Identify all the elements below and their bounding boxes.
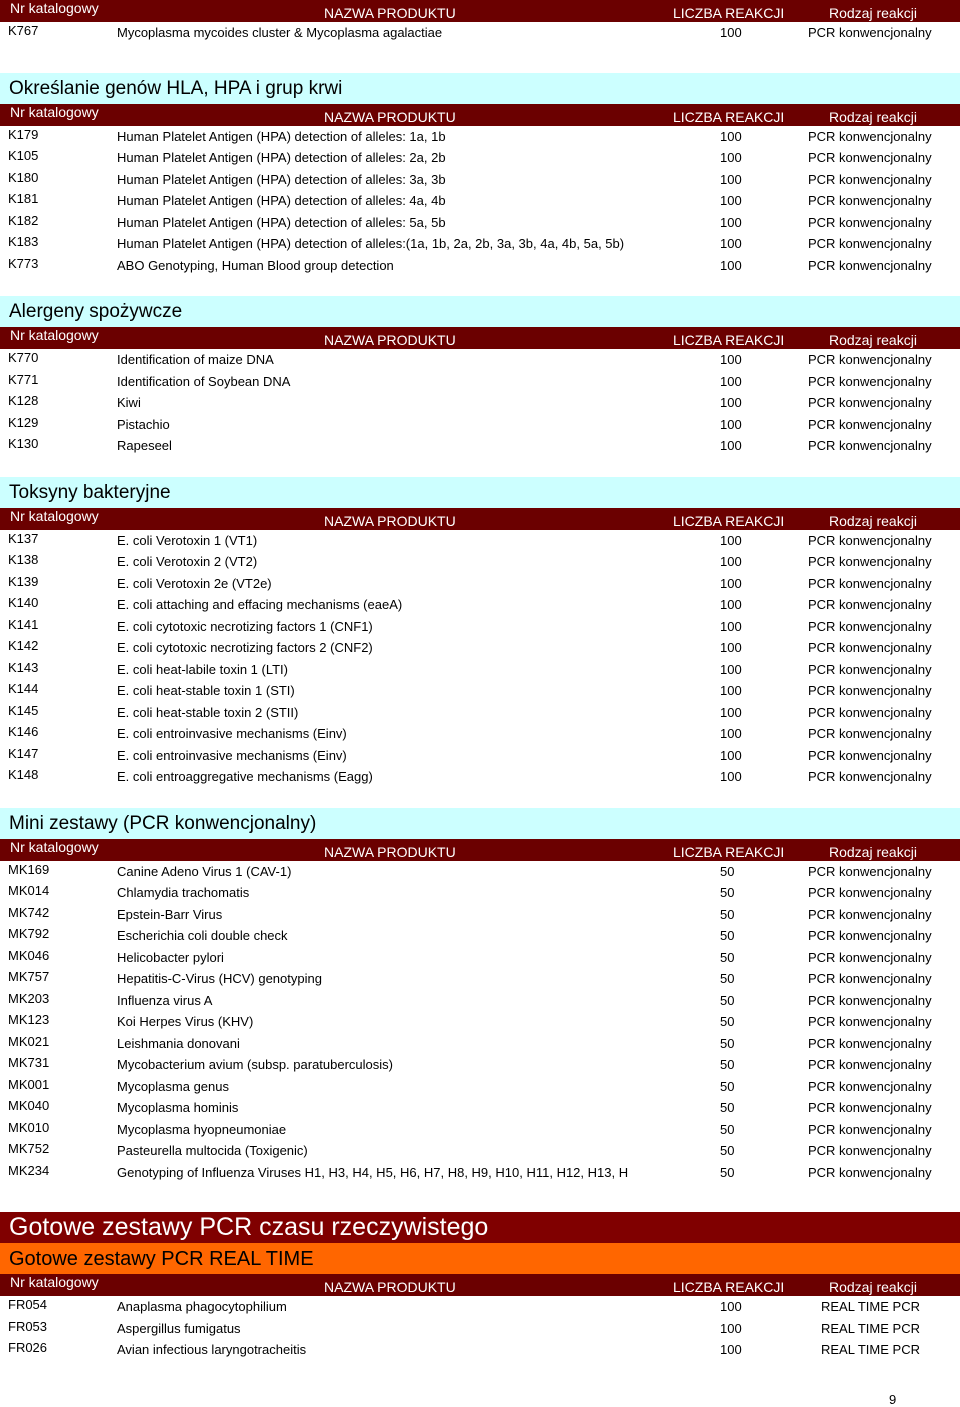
- cell-count: 50: [720, 863, 735, 879]
- spacer: [0, 457, 960, 477]
- cell-type: PCR konwencjonalny: [808, 373, 932, 389]
- cell-name: E. coli Verotoxin 1 (VT1): [117, 532, 258, 548]
- cell-type: PCR konwencjonalny: [808, 1078, 932, 1094]
- section-title-text: Alergeny spożywcze: [9, 301, 183, 322]
- cell-count: 50: [720, 885, 735, 900]
- header-type: Rodzaj reakcji: [829, 332, 917, 348]
- cell-code: K767: [8, 23, 39, 38]
- cell-type: PCR konwencjonalny: [808, 704, 932, 720]
- cell-name: Mycobacterium avium (subsp. paratuberculosis): [117, 1057, 393, 1072]
- cell-count: 50: [720, 1164, 735, 1180]
- cell-name: Kiwi: [117, 395, 141, 410]
- cell-count: 100: [720, 373, 742, 389]
- table-row: [0, 1318, 960, 1340]
- header-type: Rodzaj reakcji: [829, 1279, 917, 1295]
- cell-name: Leishmania donovani: [117, 1035, 240, 1051]
- cell-type: PCR konwencjonalny: [808, 257, 932, 273]
- table-row: [0, 745, 960, 767]
- cell-code: K142: [8, 638, 39, 653]
- realtime-title: [0, 1212, 960, 1243]
- cell-count: 50: [720, 992, 735, 1008]
- table-header: [0, 104, 960, 126]
- cell-code: K145: [8, 702, 39, 718]
- cell-name: Hepatitis-C-Virus (HCV) genotyping: [117, 971, 322, 986]
- cell-type: PCR konwencjonalny: [808, 1100, 932, 1115]
- cell-code: K773: [8, 255, 39, 271]
- header-code: Nr katalogowy: [10, 838, 99, 855]
- cell-count: 100: [720, 416, 742, 432]
- food-rows: [0, 349, 960, 457]
- cell-name: Human Platelet Antigen (HPA) detection of alleles: 3a, 3b: [117, 171, 446, 187]
- spacer: [0, 788, 960, 808]
- table-row: [0, 904, 960, 926]
- header-type: Rodzaj reakcji: [829, 5, 917, 21]
- cell-count: 50: [720, 1143, 735, 1158]
- header-count: LICZBA REAKCJI: [673, 5, 785, 21]
- cell-count: 100: [720, 214, 742, 230]
- cell-count: 100: [720, 193, 742, 208]
- mini-section: [0, 808, 960, 1184]
- cell-count: 50: [720, 1035, 735, 1051]
- header-name: NAZWA PRODUKTU: [324, 5, 456, 21]
- cell-name: Rapeseel: [117, 438, 172, 453]
- realtime-rows: [0, 1296, 960, 1361]
- table-row: [0, 349, 960, 371]
- realtime-subtitle: [0, 1243, 960, 1274]
- cell-type: PCR konwencjonalny: [808, 416, 932, 432]
- cell-name: Mycoplasma hyopneumoniae: [117, 1121, 287, 1137]
- table-row: [0, 990, 960, 1012]
- hla-rows: [0, 126, 960, 277]
- realtime-section: [0, 1212, 960, 1361]
- table-row: [0, 1339, 960, 1361]
- cell-code: K128: [8, 393, 39, 408]
- cell-name: E. coli entroinvasive mechanisms (Einv): [117, 747, 347, 763]
- cell-name: Aspergillus fumigatus: [117, 1320, 241, 1336]
- table-row: [0, 414, 960, 436]
- cell-name: E. coli entroinvasive mechanisms (Einv): [117, 726, 347, 741]
- cell-code: K139: [8, 573, 39, 589]
- cell-type: REAL TIME PCR: [821, 1342, 920, 1357]
- table-row: [0, 947, 960, 969]
- table-row: [0, 1119, 960, 1141]
- cell-type: PCR konwencjonalny: [808, 597, 932, 612]
- header-count: LICZBA REAKCJI: [673, 332, 785, 348]
- cell-code: MK234: [8, 1162, 50, 1178]
- cell-type: PCR konwencjonalny: [808, 726, 932, 741]
- table-row: [0, 766, 960, 788]
- cell-name: E. coli Verotoxin 2 (VT2): [117, 554, 258, 569]
- cell-type: PCR konwencjonalny: [808, 640, 932, 655]
- cell-type: PCR konwencjonalny: [808, 1035, 932, 1051]
- table-row: [0, 882, 960, 904]
- table-row: [0, 1162, 960, 1184]
- cell-type: PCR konwencjonalny: [808, 554, 932, 569]
- cell-count: 100: [720, 640, 742, 655]
- cell-code: FR053: [8, 1318, 48, 1334]
- cell-count: 100: [720, 1299, 742, 1314]
- cell-name: Mycoplasma hominis: [117, 1100, 239, 1115]
- table-row: [0, 594, 960, 616]
- cell-count: 100: [720, 597, 742, 612]
- section-title-text: Określanie genów HLA, HPA i grup krwi: [9, 77, 343, 99]
- cell-type: PCR konwencjonalny: [808, 661, 932, 677]
- cell-type: PCR konwencjonalny: [808, 128, 932, 144]
- table-row: [0, 968, 960, 990]
- cell-name: E. coli cytotoxic necrotizing factors 2 (CNF2): [117, 640, 373, 655]
- header-type: Rodzaj reakcji: [829, 512, 917, 529]
- cell-name: E. coli entroaggregative mechanisms (Eagg): [117, 769, 373, 784]
- table-row: [0, 659, 960, 681]
- hla-section: [0, 73, 960, 277]
- cell-name: Pasteurella multocida (Toxigenic): [117, 1143, 308, 1158]
- cell-name: E. coli heat-stable toxin 2 (STII): [117, 704, 299, 720]
- cell-code: MK001: [8, 1076, 50, 1092]
- spacer: [0, 44, 960, 73]
- cell-code: K181: [8, 191, 39, 206]
- cell-count: 100: [720, 352, 742, 367]
- section-title-hla: [0, 73, 960, 104]
- cell-name: Human Platelet Antigen (HPA) detection of alleles:(1a, 1b, 2a, 2b, 3a, 3b, 4a, 4b, 5a, 5b): [117, 236, 625, 251]
- cell-code: K137: [8, 530, 39, 546]
- top-rows: [0, 22, 960, 44]
- header-count: LICZBA REAKCJI: [673, 843, 785, 860]
- table-row: [0, 1054, 960, 1076]
- header-code: Nr katalogowy: [10, 1274, 99, 1290]
- cell-name: E. coli attaching and effacing mechanisms (eaeA): [117, 597, 403, 612]
- cell-name: Human Platelet Antigen (HPA) detection of alleles: 4a, 4b: [117, 193, 446, 208]
- cell-count: 100: [720, 257, 742, 273]
- table-row: [0, 723, 960, 745]
- cell-name: Influenza virus A: [117, 992, 213, 1008]
- cell-type: REAL TIME PCR: [821, 1299, 920, 1314]
- section-title-text: Toksyny bakteryjne: [9, 481, 171, 503]
- cell-count: 50: [720, 949, 735, 965]
- table-row: [0, 1097, 960, 1119]
- table-row: [0, 22, 960, 44]
- cell-type: PCR konwencjonalny: [808, 747, 932, 763]
- table-row: [0, 147, 960, 169]
- cell-name: Human Platelet Antigen (HPA) detection of alleles: 1a, 1b: [117, 128, 446, 144]
- cell-type: PCR konwencjonalny: [808, 214, 932, 230]
- cell-name: Genotyping of Influenza Viruses H1, H3, H4, H5, H6, H7, H8, H9, H10, H11, H12, H13, H: [117, 1164, 629, 1180]
- cell-name: Human Platelet Antigen (HPA) detection of alleles: 5a, 5b: [117, 214, 446, 230]
- cell-code: MK014: [8, 883, 50, 898]
- cell-count: 100: [720, 1320, 742, 1336]
- realtime-subtitle-text: Gotowe zestawy PCR REAL TIME: [9, 1248, 314, 1270]
- cell-type: PCR konwencjonalny: [808, 150, 932, 165]
- cell-type: PCR konwencjonalny: [808, 863, 932, 879]
- cell-code: K105: [8, 148, 39, 163]
- cell-code: K146: [8, 724, 39, 739]
- cell-code: MK169: [8, 861, 50, 877]
- table-row: [0, 1296, 960, 1318]
- header-name: NAZWA PRODUKTU: [324, 332, 456, 348]
- cell-code: K143: [8, 659, 39, 675]
- cell-code: MK742: [8, 904, 50, 920]
- header-code: Nr katalogowy: [10, 103, 99, 120]
- cell-code: K141: [8, 616, 39, 632]
- cell-count: 100: [720, 128, 742, 144]
- cell-code: MK757: [8, 969, 50, 984]
- cell-type: REAL TIME PCR: [821, 1320, 920, 1336]
- cell-code: K147: [8, 745, 39, 761]
- table-row: [0, 573, 960, 595]
- cell-type: PCR konwencjonalny: [808, 236, 932, 251]
- cell-count: 100: [720, 1342, 742, 1357]
- section-title-mini: [0, 808, 960, 839]
- cell-code: MK046: [8, 947, 50, 963]
- cell-count: 100: [720, 704, 742, 720]
- cell-count: 100: [720, 395, 742, 410]
- cell-type: PCR konwencjonalny: [808, 25, 932, 40]
- cell-name: Mycoplasma mycoides cluster & Mycoplasma agalactiae: [117, 25, 443, 40]
- table-header: [0, 839, 960, 861]
- cell-type: PCR konwencjonalny: [808, 971, 932, 986]
- cell-code: MK021: [8, 1033, 50, 1049]
- header-name: NAZWA PRODUKTU: [324, 512, 456, 529]
- header-type: Rodzaj reakcji: [829, 843, 917, 860]
- cell-code: MK752: [8, 1141, 50, 1156]
- cell-type: PCR konwencjonalny: [808, 438, 932, 453]
- cell-code: MK123: [8, 1012, 50, 1027]
- cell-name: Chlamydia trachomatis: [117, 885, 250, 900]
- cell-type: PCR konwencjonalny: [808, 1143, 932, 1158]
- cell-name: Koi Herpes Virus (KHV): [117, 1014, 254, 1029]
- toxins-section: [0, 477, 960, 788]
- cell-code: MK792: [8, 926, 50, 941]
- cell-code: K129: [8, 414, 39, 430]
- header-name: NAZWA PRODUKTU: [324, 1279, 456, 1295]
- cell-name: Identification of maize DNA: [117, 352, 274, 367]
- section-title-food: [0, 296, 960, 327]
- cell-name: E. coli cytotoxic necrotizing factors 1 (CNF1): [117, 618, 373, 634]
- cell-name: E. coli heat-stable toxin 1 (STI): [117, 683, 295, 698]
- cell-code: K771: [8, 371, 39, 387]
- table-row: [0, 169, 960, 191]
- cell-type: PCR konwencjonalny: [808, 992, 932, 1008]
- header-count: LICZBA REAKCJI: [673, 108, 785, 125]
- table-row: [0, 1140, 960, 1162]
- cell-type: PCR konwencjonalny: [808, 618, 932, 634]
- table-row: [0, 925, 960, 947]
- cell-count: 50: [720, 928, 735, 943]
- cell-name: Epstein-Barr Virus: [117, 906, 223, 922]
- cell-count: 50: [720, 1121, 735, 1137]
- table-row: [0, 212, 960, 234]
- cell-code: K182: [8, 212, 39, 228]
- cell-code: K148: [8, 767, 39, 782]
- table-row: [0, 1076, 960, 1098]
- page-number: 9: [889, 1392, 897, 1407]
- cell-count: 100: [720, 618, 742, 634]
- cell-code: MK731: [8, 1055, 50, 1070]
- cell-name: Avian infectious laryngotracheitis: [117, 1342, 307, 1357]
- cell-code: K130: [8, 436, 39, 451]
- cell-type: PCR konwencjonalny: [808, 928, 932, 943]
- realtime-title-text: Gotowe zestawy PCR czasu rzeczywistego: [9, 1213, 489, 1241]
- table-row: [0, 680, 960, 702]
- cell-name: Anaplasma phagocytophilium: [117, 1299, 287, 1314]
- table-row: [0, 371, 960, 393]
- header-code: Nr katalogowy: [10, 327, 99, 343]
- table-row: [0, 255, 960, 277]
- table-header: [0, 508, 960, 530]
- cell-name: Human Platelet Antigen (HPA) detection of alleles: 2a, 2b: [117, 150, 446, 165]
- cell-type: PCR konwencjonalny: [808, 1121, 932, 1137]
- table-header: [0, 327, 960, 349]
- cell-count: 100: [720, 554, 742, 569]
- cell-count: 50: [720, 1014, 735, 1029]
- table-row: [0, 616, 960, 638]
- cell-count: 100: [720, 171, 742, 187]
- table-row: [0, 530, 960, 552]
- cell-type: PCR konwencjonalny: [808, 1014, 932, 1029]
- cell-count: 100: [720, 438, 742, 453]
- cell-code: FR054: [8, 1297, 48, 1312]
- table-row: [0, 126, 960, 148]
- cell-count: 100: [720, 150, 742, 165]
- table-row: [0, 190, 960, 212]
- food-section: [0, 296, 960, 457]
- table-row: [0, 551, 960, 573]
- cell-name: E. coli heat-labile toxin 1 (LTI): [117, 661, 288, 677]
- cell-code: FR026: [8, 1340, 48, 1355]
- header-name: NAZWA PRODUKTU: [324, 843, 456, 860]
- cell-count: 100: [720, 25, 742, 40]
- toxins-rows: [0, 530, 960, 788]
- cell-count: 100: [720, 683, 742, 698]
- top-section: [0, 0, 960, 44]
- spacer: [0, 276, 960, 296]
- cell-type: PCR konwencjonalny: [808, 769, 932, 784]
- table-row: [0, 1011, 960, 1033]
- cell-name: Identification of Soybean DNA: [117, 373, 291, 389]
- header-code: Nr katalogowy: [10, 0, 99, 16]
- cell-name: Escherichia coli double check: [117, 928, 288, 943]
- cell-count: 100: [720, 726, 742, 741]
- cell-count: 50: [720, 1100, 735, 1115]
- cell-count: 100: [720, 769, 742, 784]
- table-row: [0, 435, 960, 457]
- cell-type: PCR konwencjonalny: [808, 1057, 932, 1072]
- cell-type: PCR konwencjonalny: [808, 395, 932, 410]
- cell-type: PCR konwencjonalny: [808, 171, 932, 187]
- cell-name: Pistachio: [117, 416, 170, 432]
- cell-count: 50: [720, 906, 735, 922]
- header-name: NAZWA PRODUKTU: [324, 108, 456, 125]
- cell-type: PCR konwencjonalny: [808, 906, 932, 922]
- cell-type: PCR konwencjonalny: [808, 1164, 932, 1180]
- header-count: LICZBA REAKCJI: [673, 512, 785, 529]
- table-row: [0, 861, 960, 883]
- cell-code: MK040: [8, 1098, 50, 1113]
- cell-code: K140: [8, 595, 39, 610]
- cell-type: PCR konwencjonalny: [808, 193, 932, 208]
- cell-count: 100: [720, 575, 742, 591]
- cell-count: 50: [720, 1057, 735, 1072]
- cell-code: K179: [8, 126, 39, 142]
- table-row: [0, 392, 960, 414]
- cell-code: K138: [8, 552, 39, 567]
- cell-code: K180: [8, 169, 39, 185]
- cell-count: 50: [720, 971, 735, 986]
- table-header: [0, 1274, 960, 1296]
- table-header: [0, 0, 960, 22]
- cell-name: ABO Genotyping, Human Blood group detection: [117, 257, 394, 273]
- cell-code: MK010: [8, 1119, 50, 1135]
- cell-code: K144: [8, 681, 39, 696]
- header-count: LICZBA REAKCJI: [673, 1279, 785, 1295]
- section-title-text: Mini zestawy (PCR konwencjonalny): [9, 812, 317, 834]
- header-type: Rodzaj reakcji: [829, 108, 917, 125]
- table-row: [0, 637, 960, 659]
- cell-name: Helicobacter pylori: [117, 949, 224, 965]
- cell-code: K770: [8, 350, 39, 365]
- cell-type: PCR konwencjonalny: [808, 532, 932, 548]
- cell-name: Mycoplasma genus: [117, 1078, 229, 1094]
- table-row: [0, 702, 960, 724]
- cell-type: PCR konwencjonalny: [808, 949, 932, 965]
- cell-type: PCR konwencjonalny: [808, 885, 932, 900]
- cell-type: PCR konwencjonalny: [808, 352, 932, 367]
- cell-code: K183: [8, 234, 39, 249]
- cell-name: Canine Adeno Virus 1 (CAV-1): [117, 863, 292, 879]
- table-row: [0, 233, 960, 255]
- cell-name: E. coli Verotoxin 2e (VT2e): [117, 575, 272, 591]
- table-row: [0, 1033, 960, 1055]
- spacer: [0, 1183, 960, 1212]
- header-code: Nr katalogowy: [10, 507, 99, 524]
- section-title-toxins: [0, 477, 960, 508]
- cell-count: 100: [720, 236, 742, 251]
- cell-count: 50: [720, 1078, 735, 1094]
- cell-count: 100: [720, 747, 742, 763]
- cell-count: 100: [720, 532, 742, 548]
- cell-count: 100: [720, 661, 742, 677]
- cell-code: MK203: [8, 990, 50, 1006]
- cell-type: PCR konwencjonalny: [808, 683, 932, 698]
- mini-rows: [0, 861, 960, 1184]
- cell-type: PCR konwencjonalny: [808, 575, 932, 591]
